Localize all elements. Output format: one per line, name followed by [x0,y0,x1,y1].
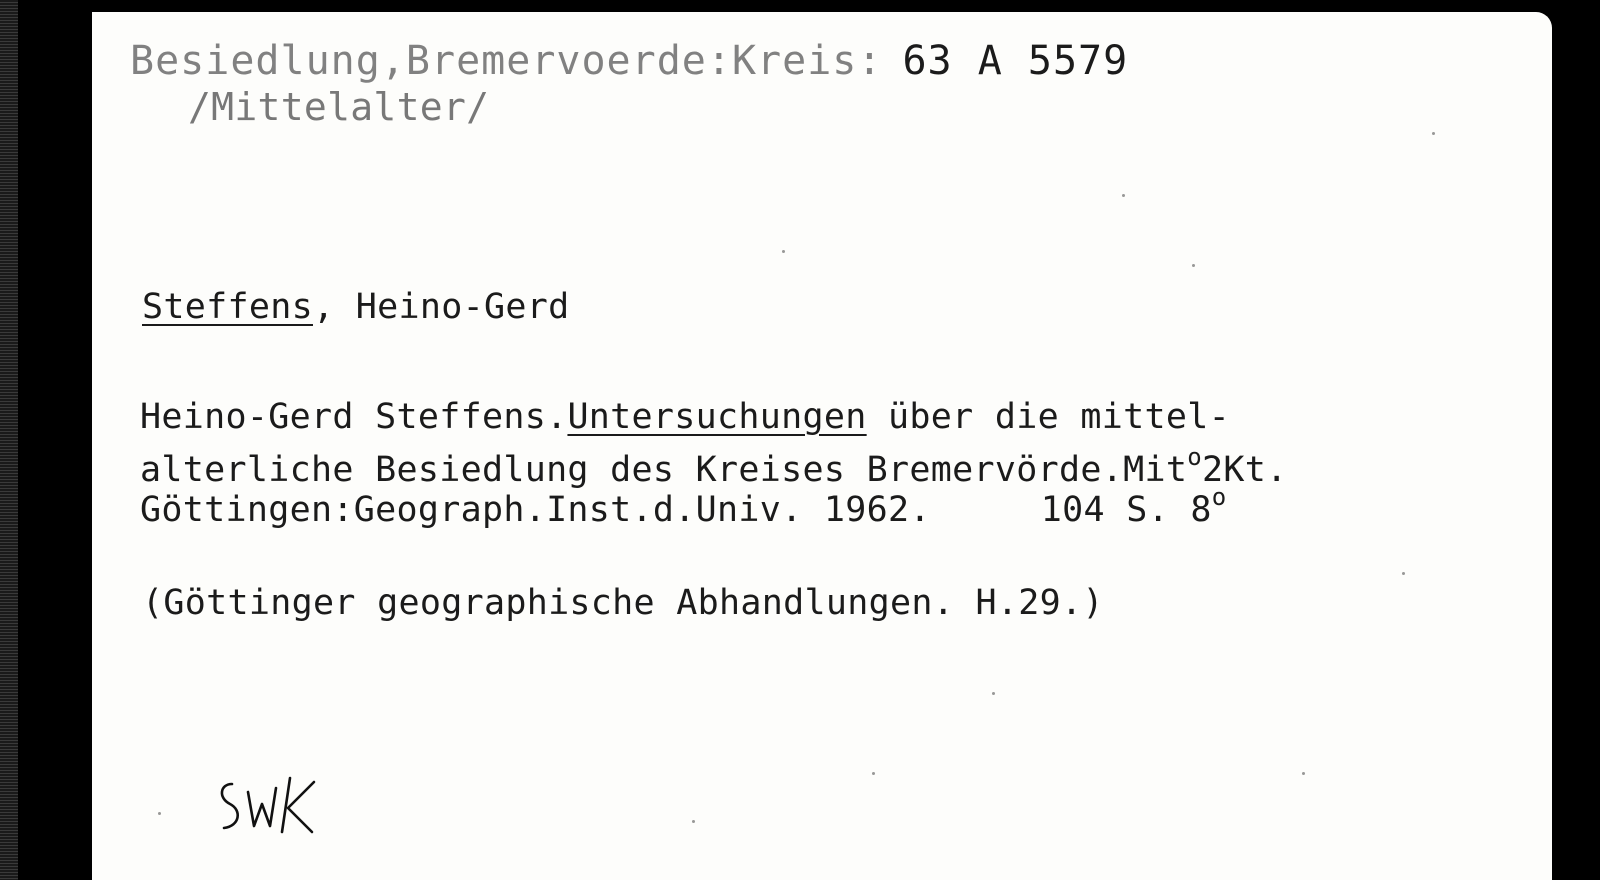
scan-edge [0,0,18,880]
entry-format-degree: o [1211,483,1227,511]
subject-heading: Besiedlung,Bremervoerde:Kreis: [130,38,883,84]
paper-speck [692,820,695,823]
paper-speck [1432,132,1435,135]
subject-subheading: /Mittelalter/ [188,85,490,129]
entry-title-end: alterliche Besiedlung des Kreises Bremervörde.Mit [140,450,1188,490]
catalog-card [92,12,1552,880]
paper-speck [872,772,875,775]
entry-title-rest: über die mittel- [866,397,1230,437]
paper-speck [992,692,995,695]
entry-line-3 [140,478,1227,529]
paper-speck [158,812,161,815]
entry-title-start: Untersuchungen [567,397,867,437]
entry-author: Heino-Gerd Steffens. [140,397,568,437]
paper-speck [782,250,785,253]
entry-maps: 2Kt. [1201,450,1288,490]
entry-imprint: Göttingen:Geograph.Inst.d.Univ. 1962. [140,490,931,530]
paper-speck [1402,572,1405,575]
author-surname: Steffens [142,287,313,327]
subject-heading-line [130,38,1129,84]
entry-extent: 104 S. 8 [1040,490,1212,530]
author-heading [142,288,569,326]
series-note: (Göttinger geographische Abhandlungen. H.29.) [142,583,1104,623]
author-given-name: , Heino-Gerd [312,287,570,327]
paper-speck [1122,194,1125,197]
entry-line-1 [140,398,1230,436]
shelfmark: 63 A 5579 [902,38,1129,84]
paper-speck [1192,264,1195,267]
handwritten-swk-mark [210,774,330,844]
paper-speck [1302,772,1305,775]
entry-degree-mark: o [1187,443,1202,471]
